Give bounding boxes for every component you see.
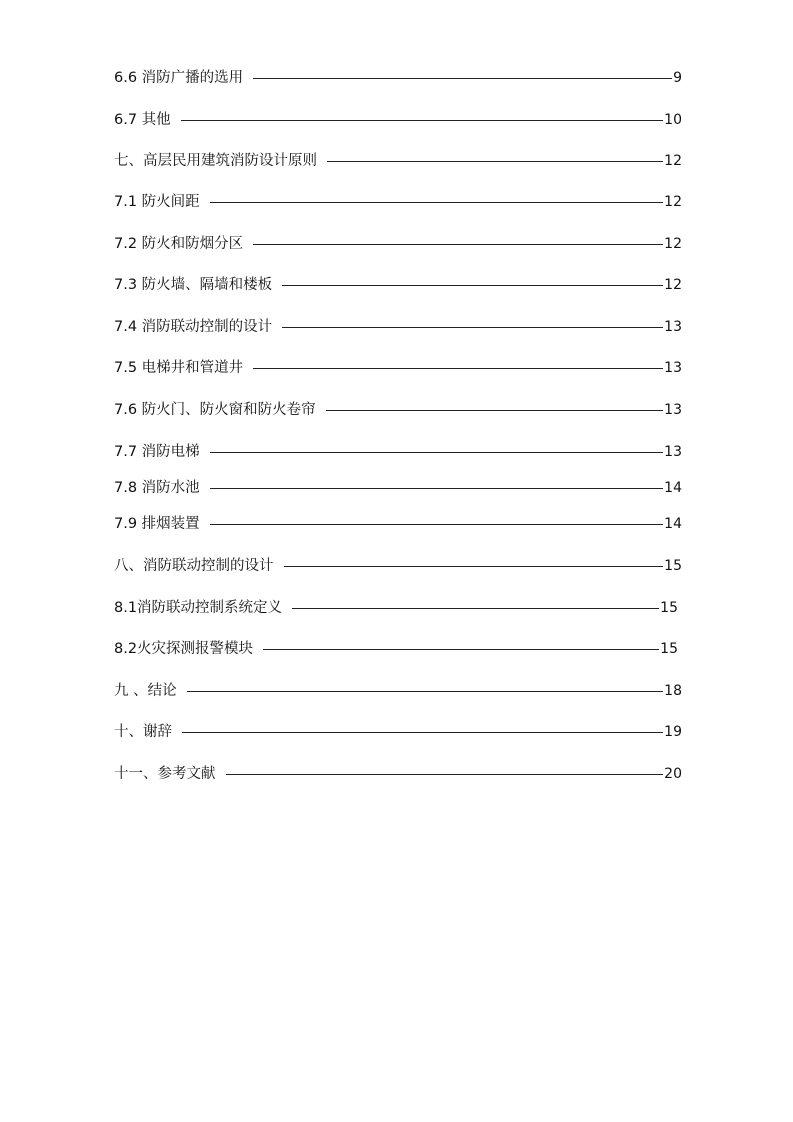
toc-entry-page: 12 xyxy=(664,277,682,293)
toc-leader-line xyxy=(187,691,664,692)
toc-entry-page: 15 xyxy=(660,641,678,657)
toc-entry[interactable] xyxy=(114,763,682,785)
toc-entry[interactable] xyxy=(114,721,682,743)
toc-leader-line xyxy=(284,566,664,567)
toc-leader-line xyxy=(282,285,663,286)
toc-entry-title: 6.6 消防广播的选用 xyxy=(114,70,244,86)
toc-entry-title: 九 、结论 xyxy=(114,683,177,699)
toc-entry[interactable] xyxy=(114,191,682,213)
toc-entry[interactable] xyxy=(114,357,682,379)
toc-entry-title: 十一、参考文献 xyxy=(114,766,216,782)
toc-leader-line xyxy=(326,410,664,411)
toc-entry-title: 7.5 电梯井和管道井 xyxy=(114,360,244,376)
toc-entry[interactable] xyxy=(114,441,682,463)
toc-entry-page: 13 xyxy=(664,319,682,335)
toc-leader-line xyxy=(210,488,664,489)
toc-entry-page: 12 xyxy=(664,194,682,210)
toc-leader-line xyxy=(210,202,664,203)
toc-leader-line xyxy=(292,608,659,609)
toc-entry[interactable] xyxy=(114,150,682,172)
toc-entry-page: 12 xyxy=(664,236,682,252)
toc-entry[interactable] xyxy=(114,680,682,702)
toc-leader-line xyxy=(282,327,663,328)
toc-entry[interactable] xyxy=(114,638,678,660)
toc-entry[interactable] xyxy=(114,399,682,421)
toc-leader-line xyxy=(253,244,663,245)
toc-entry-page: 18 xyxy=(664,683,682,699)
toc-entry-title: 7.4 消防联动控制的设计 xyxy=(114,319,273,335)
toc-entry-title: 7.3 防火墙、隔墙和楼板 xyxy=(114,277,273,293)
toc-entry-page: 15 xyxy=(664,558,682,574)
toc-entry-title: 8.1消防联动控制系统定义 xyxy=(114,600,283,616)
toc-leader-line xyxy=(181,120,664,121)
toc-entry-title: 7.7 消防电梯 xyxy=(114,444,200,460)
toc-entry[interactable] xyxy=(114,316,682,338)
toc-entry-title: 8.2火灾探测报警模块 xyxy=(114,641,254,657)
toc-entry-title: 十、谢辞 xyxy=(114,724,172,740)
toc-entry-page: 13 xyxy=(664,444,682,460)
toc-leader-line xyxy=(226,774,664,775)
toc-entry-title: 7.6 防火门、防火窗和防火卷帘 xyxy=(114,402,316,418)
toc-leader-line xyxy=(327,161,663,162)
toc-entry-title: 八、消防联动控制的设计 xyxy=(114,558,274,574)
toc-entry[interactable] xyxy=(114,274,682,296)
toc-leader-line xyxy=(210,524,664,525)
toc-entry[interactable] xyxy=(114,67,682,89)
toc-entry[interactable] xyxy=(114,597,678,619)
toc-entry-title: 7.8 消防水池 xyxy=(114,480,200,496)
toc-entry-title: 七、高层民用建筑消防设计原则 xyxy=(114,153,317,169)
toc-entry[interactable] xyxy=(114,513,682,535)
toc-entry[interactable] xyxy=(114,555,682,577)
toc-entry-page: 14 xyxy=(664,516,682,532)
toc-entry-page: 15 xyxy=(660,600,678,616)
toc-entry[interactable] xyxy=(114,109,682,131)
toc-leader-line xyxy=(263,649,659,650)
toc-entry-page: 13 xyxy=(664,360,682,376)
toc-entry-page: 10 xyxy=(664,112,682,128)
toc-entry-page: 14 xyxy=(664,480,682,496)
toc-entry[interactable] xyxy=(114,233,682,255)
toc-entry-page: 20 xyxy=(664,766,682,782)
toc-entry-page: 12 xyxy=(664,153,682,169)
toc-entry-page: 13 xyxy=(664,402,682,418)
toc-entry-title: 6.7 其他 xyxy=(114,112,171,128)
toc-leader-line xyxy=(253,368,663,369)
toc-entry-title: 7.1 防火间距 xyxy=(114,194,200,210)
toc-leader-line xyxy=(253,78,672,79)
toc-entry[interactable] xyxy=(114,477,682,499)
toc-entry-title: 7.9 排烟装置 xyxy=(114,516,200,532)
toc-entry-page: 9 xyxy=(673,70,682,86)
toc-leader-line xyxy=(182,732,663,733)
toc-entry-page: 19 xyxy=(664,724,682,740)
toc-entry-title: 7.2 防火和防烟分区 xyxy=(114,236,244,252)
toc-leader-line xyxy=(210,452,664,453)
